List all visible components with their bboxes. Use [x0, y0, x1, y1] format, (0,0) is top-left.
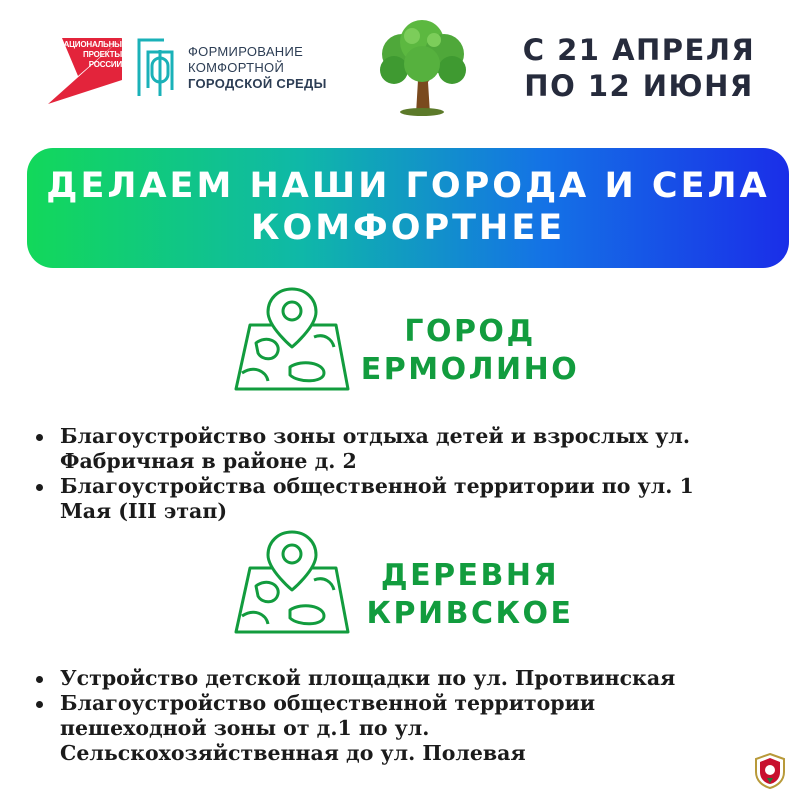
map-pin-icon	[232, 285, 352, 395]
list-item: Благоустройство зоны отдыха детей и взрослых ул. Фабричная в районе д. 2	[32, 424, 694, 474]
program-title-line2: КОМФОРТНОЙ	[188, 60, 285, 75]
location-title-line2: ЕРМОЛИНО	[360, 352, 580, 387]
program-title	[188, 44, 327, 92]
map-pin-icon	[232, 528, 352, 638]
list-item: Устройство детской площадки по ул. Протвинская	[32, 666, 675, 691]
program-title-line1: ФОРМИРОВАНИЕ	[188, 44, 304, 59]
headline-banner	[27, 148, 789, 268]
headline	[27, 165, 789, 249]
location-title-line1: ГОРОД	[404, 314, 536, 349]
location-title-line1: ДЕРЕВНЯ	[380, 558, 560, 593]
headline-line1: ДЕЛАЕМ НАШИ ГОРОДА И СЕЛА	[46, 166, 770, 206]
program-title-line3: ГОРОДСКОЙ СРЕДЫ	[188, 76, 327, 91]
tree-icon	[372, 18, 472, 116]
list-item: Благоустройство общественной территории пешеходной зоны от д.1 по ул. Сельскохозяйственная до ул. Полевая	[32, 691, 675, 766]
dates-line2: ПО 12 ИЮНЯ	[524, 69, 754, 103]
location-title-ermolino	[360, 313, 580, 389]
headline-line2: КОМФОРТНЕЕ	[250, 208, 566, 248]
project-list-ermolino	[32, 424, 694, 524]
program-logo-icon	[136, 30, 178, 98]
national-projects-logo-text: НАЦИОНАЛЬНЫЕ ПРОЕКТЫ РОССИИ	[58, 40, 127, 69]
location-title-krivskoe	[360, 557, 580, 633]
location-title-line2: КРИВСКОЕ	[366, 596, 574, 631]
regional-emblem-icon	[752, 752, 788, 790]
dates-line1: С 21 АПРЕЛЯ	[522, 33, 756, 67]
list-item: Благоустройства общественной территории по ул. 1 Мая (III этап)	[32, 474, 694, 524]
project-list-krivskoe	[32, 666, 675, 766]
campaign-dates	[500, 32, 778, 104]
